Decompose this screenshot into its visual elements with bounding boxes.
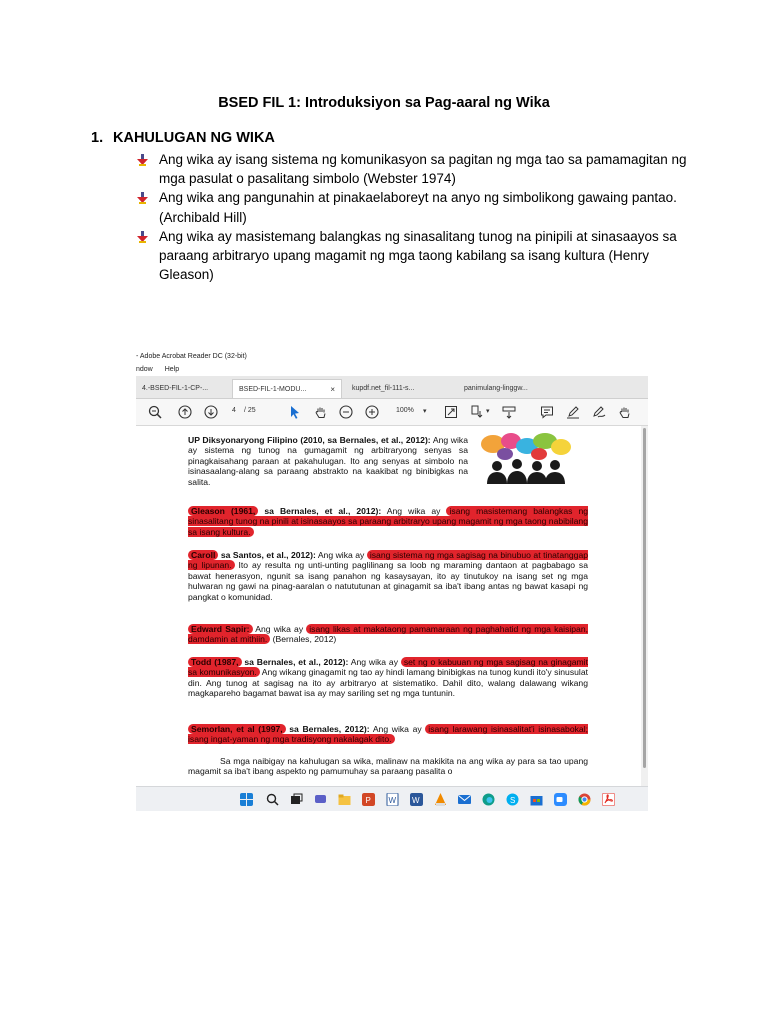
- word-icon[interactable]: [410, 793, 423, 806]
- vertical-scrollbar[interactable]: [641, 426, 648, 786]
- task-view-icon[interactable]: [290, 793, 303, 806]
- chat-icon[interactable]: [314, 793, 327, 806]
- definition-list: [135, 150, 690, 284]
- zoom-level[interactable]: 100%: [396, 407, 414, 414]
- tab-document-3[interactable]: kupdf.net_fil-111-s...: [352, 385, 415, 392]
- previous-page-icon[interactable]: [178, 405, 192, 419]
- select-cursor-icon[interactable]: [288, 405, 302, 419]
- tab-document-2[interactable]: BSED-FIL-1-MODU... ×: [232, 379, 342, 398]
- arrow-bullet-icon: [137, 231, 148, 243]
- zoom-app-icon[interactable]: [554, 793, 567, 806]
- sign-icon[interactable]: [592, 405, 606, 419]
- list-item-text: Ang wika ay isang sistema ng komunikasyon sa pagitan ng mga tao sa pamamagitan ng mga pasulat o pasalitang simbolo (Webster 1974): [159, 152, 687, 187]
- list-item: [135, 188, 690, 226]
- embedded-screenshot: [136, 350, 648, 811]
- zoom-in-icon[interactable]: [365, 405, 379, 419]
- comment-icon[interactable]: [540, 405, 554, 419]
- skype-icon[interactable]: [506, 793, 519, 806]
- scroll-mode-icon[interactable]: [502, 405, 516, 419]
- arrow-bullet-icon: [137, 192, 148, 204]
- arrow-bullet-icon: [137, 154, 148, 166]
- svg-text:W: W: [388, 796, 397, 805]
- document-title: BSED FIL 1: Introduksiyon sa Pag-aaral ng Wika: [218, 95, 550, 111]
- mail-icon[interactable]: [458, 793, 471, 806]
- fit-page-icon[interactable]: [444, 405, 458, 419]
- close-tab-icon[interactable]: ×: [330, 385, 335, 394]
- list-item: [135, 227, 690, 285]
- paragraph-gleason: Gleason (1961, sa Bernales, et al., 2012): Ang wika ay isang masistemang balangkas ng sinasalitang tunog na pinili at isinasaayos sa paraang arbitraryo upang magamit ng mga taong nabibilang sa isang kultura.: [188, 506, 588, 537]
- paragraph-semorlan: Semorlan, et al (1997, sa Bernales, 2012): Ang wika ay isang larawang isinasalitat'i isinasabokal; isang ingat-yaman ng mga tradisyong nakalagak dito.: [188, 724, 588, 745]
- powerpoint-icon[interactable]: [362, 793, 375, 806]
- chrome-icon[interactable]: [578, 793, 591, 806]
- windows-taskbar: [136, 786, 648, 811]
- store-icon[interactable]: [530, 793, 543, 806]
- speech-bubbles-people-illustration: [475, 432, 573, 490]
- pdf-page: [136, 426, 641, 786]
- menu-bar: [136, 364, 648, 376]
- menu-help[interactable]: Help: [164, 366, 180, 373]
- highlight-pen-icon[interactable]: [566, 405, 580, 419]
- page-layout-dropdown-icon[interactable]: ▾: [486, 408, 490, 415]
- windows-start-icon[interactable]: [240, 793, 253, 806]
- paragraph-todd: Todd (1987, sa Bernales, et al., 2012): Ang wika ay set ng o kabuuan ng mga sagisag na ginagamit sa komunikasyon. Ang wikang ginagamit ng tao ay hindi lamang binibigkas na tunog kundi ito'y sinusulat din. Ang tunog at sagisag na ito ay arbitraryo at sistematiko. Dahil dito, walang dalawang wikang magkapareho bagamat bawat isa ay may sariling set ng mga tuntunin.: [188, 657, 588, 699]
- page-number-input[interactable]: 4: [232, 407, 236, 414]
- file-explorer-icon[interactable]: [338, 793, 351, 806]
- svg-text:S: S: [510, 796, 516, 805]
- page-layout-icon[interactable]: [470, 405, 484, 419]
- tab-bar: [136, 376, 648, 399]
- window-title: - Adobe Acrobat Reader DC (32-bit): [136, 350, 648, 364]
- toolbar: [136, 399, 648, 426]
- zoom-out-search-icon[interactable]: [148, 405, 162, 419]
- svg-text:W: W: [412, 796, 420, 805]
- hand-tool-icon[interactable]: [314, 405, 328, 419]
- list-item-text: Ang wika ang pangunahin at pinakaelaboreyt na anyo ng simbolikong gawaing pantao. (Archibald Hill): [159, 190, 677, 225]
- list-item: [135, 150, 690, 188]
- paragraph-edward-sapir: Edward Sapir: Ang wika ay isang likas at makataong pamamaraan ng paghahatid ng mga kaisipan, damdamin at mithiin. (Bernales, 2012): [188, 624, 588, 645]
- section-number: 1.: [91, 130, 104, 146]
- list-item-text: Ang wika ay masistemang balangkas ng sinasalitang tunog na pinipili at sinasaayos sa paraang arbitraryo upang magamit ng mga taong kabilang sa isang kultura (Henry Gleason): [159, 228, 677, 283]
- section-heading-text: KAHULUGAN NG WIKA: [113, 130, 275, 146]
- tools-icon[interactable]: [618, 405, 632, 419]
- menu-window[interactable]: ndow: [136, 366, 153, 373]
- paragraph-caroll: Caroll sa Santos, et al., 2012): Ang wika ay isang sistema ng mga sagisag na binubuo at tinatanggap ng lipunan. Ito ay resulta ng unti-unting paglilinang sa loob ng maraming dantaon at pagbabago sa bawat henerasyon, ngunit sa isang panahon ng kasaysayan, ito ay tinutukoy na isang set ng mga hulwaran ng gawi na pinag-aaralan o natututunan at ginagamit sa iba't ibang antas ng bawat kasapi ng pangkat o komunidad.: [188, 550, 588, 602]
- svg-text:P: P: [365, 796, 371, 805]
- paragraph-conclusion: Sa mga naibigay na kahulugan sa wika, malinaw na makikita na ang wika ay para sa tao upang magamit sa iba't ibang aspekto ng pamumuhay sa paraang pasalita o: [188, 756, 588, 777]
- tab-document-1[interactable]: 4.-BSED-FIL-1-CP-...: [142, 385, 209, 392]
- vlc-icon[interactable]: [434, 793, 447, 806]
- acrobat-icon[interactable]: [602, 793, 615, 806]
- zoom-dropdown-icon[interactable]: ▾: [423, 408, 427, 415]
- tab-document-4[interactable]: panimulang-linggw...: [464, 385, 528, 392]
- search-icon[interactable]: [266, 793, 279, 806]
- word-doc-icon[interactable]: [386, 793, 399, 806]
- zoom-out-icon[interactable]: [339, 405, 353, 419]
- section-heading: [91, 130, 275, 146]
- paragraph-up-diksyonaryo: UP Diksyonaryong Filipino (2010, sa Bernales, et al., 2012): Ang wika ay sistema ng tunog na gumagamit ng arbitraryong senyas sa pinagkaisahang paraan at pakahulugan. Ito ang senyas at simbolo na isinasaalang-alang sa paraang abstrakto na kaakibat ng binibigkas na salita.: [188, 435, 468, 487]
- next-page-icon[interactable]: [204, 405, 218, 419]
- edge-browser-icon[interactable]: [482, 793, 495, 806]
- scrollbar-thumb[interactable]: [643, 428, 646, 768]
- page-total: / 25: [244, 407, 256, 414]
